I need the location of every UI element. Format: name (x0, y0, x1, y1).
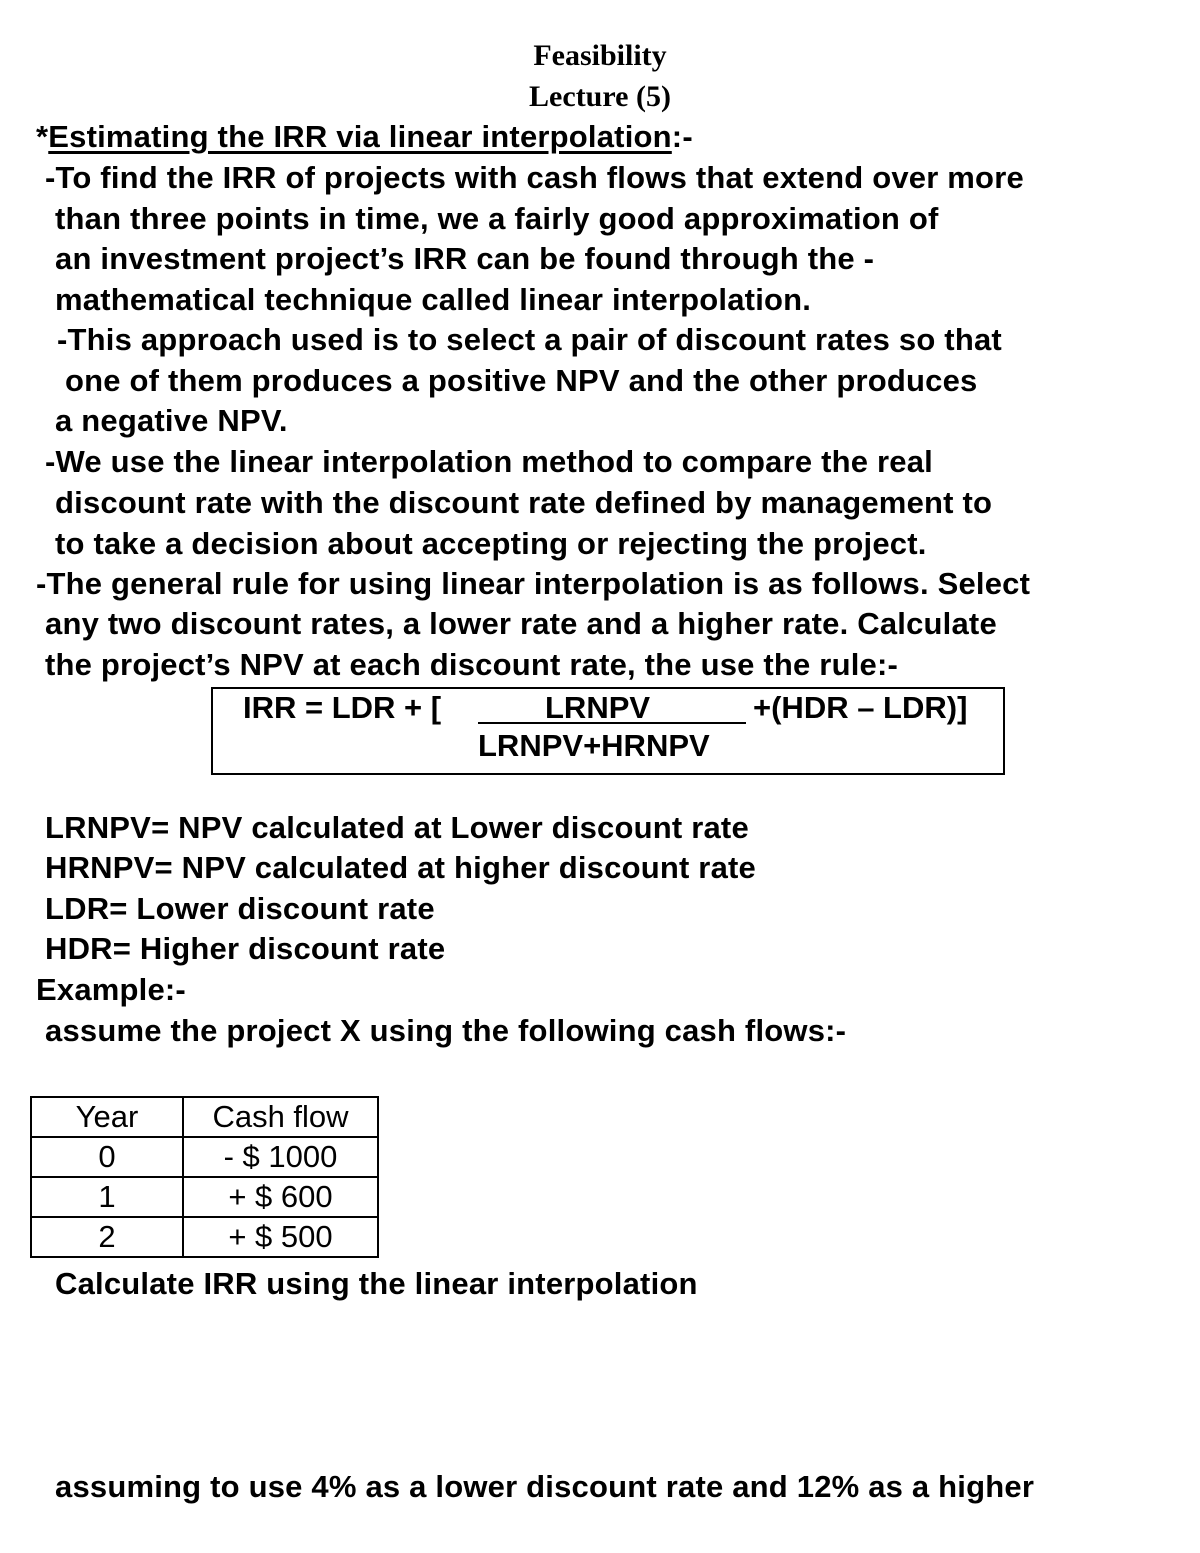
table-row (31, 1137, 378, 1177)
table-header-cell: Cash flow (183, 1097, 378, 1137)
table-cell: 0 (31, 1137, 183, 1177)
table-row (31, 1177, 378, 1217)
definition-line: HRNPV= NPV calculated at higher discount rate (45, 850, 756, 885)
formula-denominator: LRNPV+HRNPV (478, 728, 710, 763)
paragraph-line: -The general rule for using linear interpolation is as follows. Select (36, 566, 1031, 601)
paragraph-line: the project’s NPV at each discount rate, the use the rule:- (45, 647, 899, 682)
formula-rhs: +(HDR – LDR)] (753, 690, 968, 725)
paragraph-line: -This approach used is to select a pair of discount rates so that (57, 322, 1002, 357)
paragraph-line: any two discount rates, a lower rate and a higher rate. Calculate (45, 606, 997, 641)
section-heading (36, 117, 693, 157)
definition-line: HDR= Higher discount rate (45, 931, 446, 966)
paragraph-line: discount rate with the discount rate defined by management to (55, 485, 993, 520)
example-assumption: assuming to use 4% as a lower discount rate and 12% as a higher (55, 1469, 1035, 1504)
irr-formula-box (211, 687, 1005, 775)
paragraph-line: one of them produces a positive NPV and the other produces (65, 363, 978, 398)
definition-line: LDR= Lower discount rate (45, 891, 435, 926)
paragraph-line: -To find the IRR of projects with cash flows that extend over more (45, 160, 1024, 195)
heading-text: Estimating the IRR via linear interpolation (48, 119, 672, 154)
table-cell: 1 (31, 1177, 183, 1217)
page-title: Feasibility (533, 39, 667, 72)
table-cell: + $ 500 (183, 1217, 378, 1257)
heading-suffix: :- (671, 119, 693, 154)
example-task: Calculate IRR using the linear interpolation (55, 1266, 698, 1301)
formula-numerator: LRNPV (545, 690, 651, 725)
paragraph-line: than three points in time, we a fairly good approximation of (55, 201, 939, 236)
table-header-cell: Year (31, 1097, 183, 1137)
paragraph-line: mathematical technique called linear interpolation. (55, 282, 812, 317)
page-subtitle: Lecture (5) (529, 80, 671, 113)
paragraph-line: to take a decision about accepting or rejecting the project. (55, 526, 927, 561)
table-cell: + $ 600 (183, 1177, 378, 1217)
example-intro: assume the project X using the following cash flows:- (45, 1013, 847, 1048)
cash-flow-table (30, 1096, 379, 1258)
table-header-row (31, 1097, 378, 1137)
formula-lhs: IRR = LDR + [ (243, 690, 442, 725)
paragraph-line: an investment project’s IRR can be found through the - (55, 241, 875, 276)
table-cell: 2 (31, 1217, 183, 1257)
definition-line: LRNPV= NPV calculated at Lower discount rate (45, 810, 749, 845)
table-cell: - $ 1000 (183, 1137, 378, 1177)
paragraph-line: a negative NPV. (55, 403, 288, 438)
paragraph-line: -We use the linear interpolation method to compare the real (45, 444, 933, 479)
table-row (31, 1217, 378, 1257)
heading-prefix: * (36, 119, 49, 154)
example-label: Example:- (36, 972, 186, 1007)
